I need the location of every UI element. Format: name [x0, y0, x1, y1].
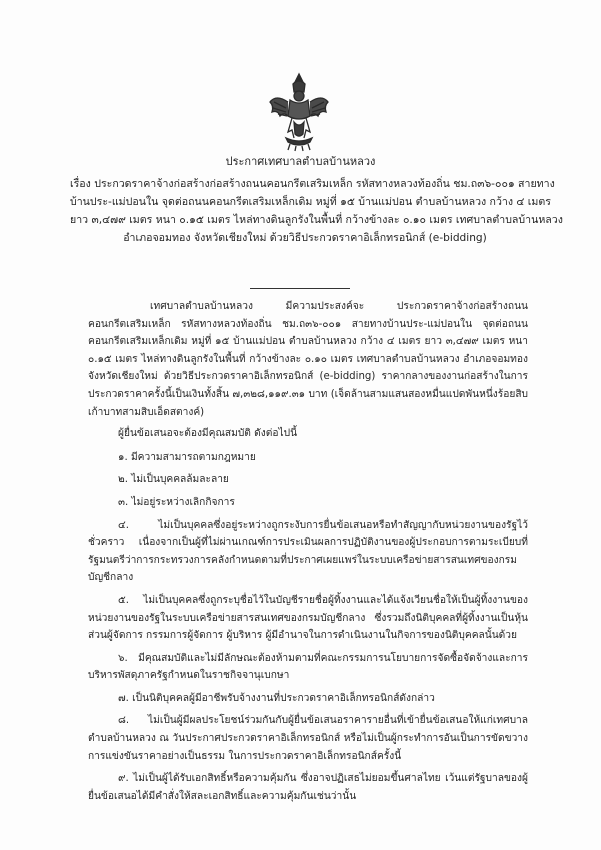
qualification-item: ๖. มีคุณสมบัติและไม่มีลักษณะต้องห้ามตามที่คณะกรรมการนโยบายการจัดซื้อจัดจ้างและการบริหารพัสดุภาครัฐกำหนดในราชกิจจานุเบกษา: [88, 652, 528, 682]
subject-line-1: เรื่อง ประกวดราคาจ้างก่อสร้างก่อสร้างถนนคอนกรีตเสริมเหล็ก รหัสทางหลวงท้องถิ่น ชม.ถ๓๖-๐๐๑ สายทาง: [70, 178, 555, 190]
garuda-emblem-icon: [268, 72, 330, 152]
title-divider: [250, 288, 350, 289]
subject-title: [70, 175, 563, 247]
subject-line-4: อำเภอจอมทอง จังหวัดเชียงใหม่ ด้วยวิธีประกวดราคาอิเล็กทรอนิกส์ (e-bidding): [123, 232, 487, 244]
qualification-item: ๗. เป็นนิติบุคคลผู้มีอาชีพรับจ้างงานที่ประกวดราคาอิเล็กทรอนิกส์ดังกล่าว: [118, 692, 435, 704]
qualification-item: ๒. ไม่เป็นบุคคลล้มละลาย: [118, 474, 229, 486]
document-body: [88, 298, 528, 810]
qualifications-list: [88, 449, 528, 806]
qualification-item: ๙. ไม่เป็นผู้ได้รับเอกสิทธิ์หรือความคุ้มกัน ซึ่งอาจปฏิเสธไม่ยอมขึ้นศาลไทย เว้นแต่รัฐบาลของผู้ยื่นข้อเสนอได้มีคำสั่งให้สละเอกสิทธิ์และความคุ้มกันเช่นว่านั้น: [88, 773, 528, 802]
qualification-item: ๔. ไม่เป็นบุคคลซึ่งอยู่ระหว่างถูกระงับการยื่นข้อเสนอหรือทำสัญญากับหน่วยงานของรัฐไว้ชั่วคราว เนื่องจากเป็นผู้ที่ไม่ผ่านเกณฑ์การประเมินผลการปฏิบัติงานของผู้ประกอบการตามระเบียบที่รัฐมนตรีว่าการกระทรวงการคลังกำหนดตามที่ประกาศเผยแพร่ในระบบเครือข่ายสารสนเทศของกรมบัญชีกลาง: [88, 519, 528, 584]
qualifications-intro: ผู้ยื่นข้อเสนอจะต้องมีคุณสมบัติ ดังต่อไปนี้: [118, 428, 298, 440]
subject-line-2: บ้านประ-แม่ปอนใน จุดต่อถนนคอนกรีตเสริมเหล็กเดิม หมู่ที่ ๑๕ บ้านแม่ปอน ตำบลบ้านหลวง กว้าง ๔ เมตร: [70, 196, 551, 208]
intro-paragraph: เทศบาลตำบลบ้านหลวง มีความประสงค์จะ ประกวดราคาจ้างก่อสร้างถนนคอนกรีตเสริมเหล็ก รหัสทางหลวงท้องถิ่น ชม.ถ๓๖-๐๐๑ สายทางบ้านประ-แม่ปอนใน จุดต่อถนนคอนกรีตเสริมเหล็กเดิม หมู่ที่ ๑๕ บ้านแม่ปอน ตำบลบ้านหลวง กว้าง ๔ เมตร ยาว ๓,๔๗๙ เมตร หนา ๐.๑๕ เมตร ไหล่ทางดินลูกรังในพื้นที่ กว้างข้างละ ๐.๑๐ เมตร เทศบาลตำบลบ้านหลวง อำเภอจอมทอง จังหวัดเชียงใหม่ ด้วยวิธีประกวดราคาอิเล็กทรอนิกส์ (e-bidding) ราคากลางของงานก่อสร้างในการประกวดราคาครั้งนี้เป็นเงินทั้งสิ้น ๗,๓๒๘,๑๑๙.๓๑ บาท (เจ็ดล้านสามแสนสองหมื่นแปดพันหนึ่งร้อยสิบเก้าบาทสามสิบเอ็ดสตางค์): [88, 301, 528, 418]
qualification-item: ๘. ไม่เป็นผู้มีผลประโยชน์ร่วมกันกับผู้ยื่นข้อเสนอราคารายอื่นที่เข้ายื่นข้อเสนอให้แก่เทศบาลตำบลบ้านหลวง ณ วันประกาศประกวดราคาอิเล็กทรอนิกส์ หรือไม่เป็นผู้กระทำการอันเป็นการขัดขวางการแข่งขันราคาอย่างเป็นธรรม ในการประกวดราคาอิเล็กทรอนิกส์ครั้งนี้: [88, 715, 528, 762]
announcement-heading: ประกาศเทศบาลตำบลบ้านหลวง: [225, 155, 376, 168]
qualification-item: ๕. ไม่เป็นบุคคลซึ่งถูกระบุชื่อไว้ในบัญชีรายชื่อผู้ทิ้งงานและได้แจ้งเวียนชื่อให้เป็นผู้ทิ้งงานของหน่วยงานของรัฐในระบบเครือข่ายสารสนเทศของกรมบัญชีกลาง ซึ่งรวมถึงนิติบุคคลที่ผู้ทิ้งงานเป็นหุ้นส่วนผู้จัดการ กรรมการผู้จัดการ ผู้บริหาร ผู้มีอำนาจในการดำเนินงานในกิจการของนิติบุคคลนั้นด้วย: [88, 594, 528, 642]
subject-line-3: ยาว ๓,๔๗๙ เมตร หนา ๐.๑๕ เมตร ไหล่ทางดินลูกรังในพื้นที่ กว้างข้างละ ๐.๑๐ เมตร เทศบาลตำบลบ้านหลวง: [70, 214, 563, 226]
qualification-item: ๑. มีความสามารถตามกฎหมาย: [118, 451, 256, 463]
qualification-item: ๓. ไม่อยู่ระหว่างเลิกกิจการ: [118, 496, 235, 508]
